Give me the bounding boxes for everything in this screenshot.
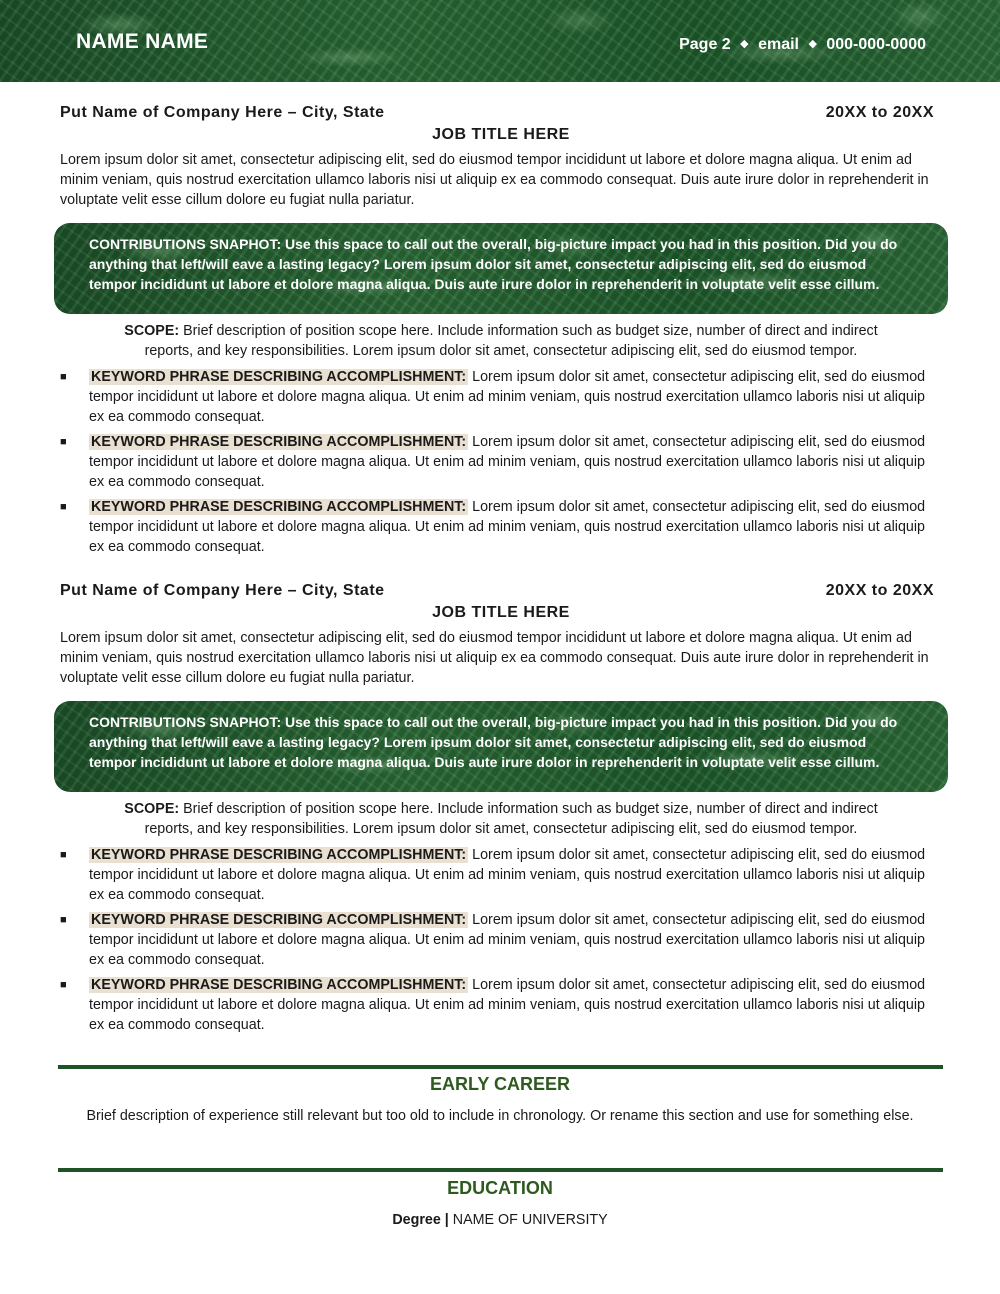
email-text: email: [758, 36, 799, 53]
accomplishment-list: [60, 367, 942, 557]
diamond-separator-icon: ◆: [808, 38, 817, 50]
square-bullet-icon: ■: [60, 849, 67, 861]
university-name: NAME OF UNIVERSITY: [452, 1212, 608, 1228]
scope-text: Brief description of position scope here. Include information such as budget size, number of direct and indirect reports, and key responsibilities. Lorem ipsum dolor sit amet, consectetur adipiscing elit, sed do eiusmod tempor.: [144, 323, 878, 359]
accomplishment-text: Lorem ipsum dolor sit amet, consectetur adipiscing elit, sed do eiusmod tempor incididunt ut labore et dolore magna aliqua. Ut enim ad minim veniam, quis nostrud exercitation ullamco laboris nisi ut aliquip ex ea commodo consequat.: [89, 912, 926, 968]
job-dates: 20XX to 20XX: [825, 582, 934, 599]
keyword-phrase: KEYWORD PHRASE DESCRIBING ACCOMPLISHMENT:: [91, 369, 467, 385]
accomplishment-list: [60, 845, 942, 1035]
job-dates: 20XX to 20XX: [825, 104, 934, 121]
keyword-phrase: KEYWORD PHRASE DESCRIBING ACCOMPLISHMENT:: [91, 847, 467, 863]
company-name: Put Name of Company Here – City, State: [60, 582, 385, 599]
scope-statement: [60, 321, 942, 361]
candidate-name: NAME NAME: [76, 30, 209, 53]
section-divider: [58, 1168, 943, 1172]
job-entry: [60, 104, 942, 562]
scope-label: SCOPE:: [124, 323, 180, 339]
contributions-snapshot: CONTRIBUTIONS SNAPHOT: Use this space to call out the overall, big-picture impact you had in this position. Did you do anything that left/will eave a lasting legacy? Lorem ipsum dolor sit amet, consectetur adipiscing elit, sed do eiusmod tempor incididunt ut labore et dolore magna aliqua. Duis aute irure dolor in reprehenderit in voluptate velit esse cillum.: [54, 223, 948, 314]
diamond-separator-icon: ◆: [740, 38, 749, 50]
job-description: Lorem ipsum dolor sit amet, consectetur adipiscing elit, sed do eiusmod tempor incididunt ut labore et dolore magna aliqua. Ut enim ad minim veniam, quis nostrud exercitation ullamco laboris nisi ut aliquip ex ea commodo consequat. Duis aute irure dolor in reprehenderit in voluptate velit esse cillum dolore eu fugiat nulla pariatur.: [60, 152, 929, 208]
job-title: JOB TITLE HERE: [432, 126, 570, 143]
job-entry: [60, 582, 942, 1040]
scope-statement: [60, 799, 942, 839]
education-heading: EDUCATION: [447, 1178, 553, 1198]
company-name: Put Name of Company Here – City, State: [60, 104, 385, 121]
education-entry: [0, 1212, 1000, 1228]
square-bullet-icon: ■: [60, 979, 67, 991]
header-contact: [679, 36, 926, 54]
job-description: Lorem ipsum dolor sit amet, consectetur adipiscing elit, sed do eiusmod tempor incididunt ut labore et dolore magna aliqua. Ut enim ad minim veniam, quis nostrud exercitation ullamco laboris nisi ut aliquip ex ea commodo consequat. Duis aute irure dolor in reprehenderit in voluptate velit esse cillum dolore eu fugiat nulla pariatur.: [60, 630, 929, 686]
scope-text: Brief description of position scope here. Include information such as budget size, number of direct and indirect reports, and key responsibilities. Lorem ipsum dolor sit amet, consectetur adipiscing elit, sed do eiusmod tempor.: [144, 801, 878, 837]
early-career-heading: EARLY CAREER: [429, 1074, 571, 1094]
accomplishment-text: Lorem ipsum dolor sit amet, consectetur adipiscing elit, sed do eiusmod tempor incididunt ut labore et dolore magna aliqua. Ut enim ad minim veniam, quis nostrud exercitation ullamco laboris nisi ut aliquip ex ea commodo consequat.: [89, 847, 926, 903]
square-bullet-icon: ■: [60, 371, 67, 383]
page-header: [0, 0, 1000, 82]
accomplishment-text: Lorem ipsum dolor sit amet, consectetur adipiscing elit, sed do eiusmod tempor incididunt ut labore et dolore magna aliqua. Ut enim ad minim veniam, quis nostrud exercitation ullamco laboris nisi ut aliquip ex ea commodo consequat.: [89, 977, 926, 1033]
accomplishment-text: Lorem ipsum dolor sit amet, consectetur adipiscing elit, sed do eiusmod tempor incididunt ut labore et dolore magna aliqua. Ut enim ad minim veniam, quis nostrud exercitation ullamco laboris nisi ut aliquip ex ea commodo consequat.: [89, 369, 926, 425]
keyword-phrase: KEYWORD PHRASE DESCRIBING ACCOMPLISHMENT:: [91, 499, 467, 515]
page-number: Page 2: [679, 36, 731, 53]
list-item: [60, 910, 942, 970]
contributions-snapshot: CONTRIBUTIONS SNAPHOT: Use this space to call out the overall, big-picture impact you had in this position. Did you do anything that left/will eave a lasting legacy? Lorem ipsum dolor sit amet, consectetur adipiscing elit, sed do eiusmod tempor incididunt ut labore et dolore magna aliqua. Duis aute irure dolor in reprehenderit in voluptate velit esse cillum.: [54, 701, 948, 792]
list-item: [60, 367, 942, 427]
list-item: [60, 845, 942, 905]
degree-text: Degree: [392, 1212, 441, 1228]
job-title: JOB TITLE HERE: [432, 604, 570, 621]
scope-label: SCOPE:: [124, 801, 180, 817]
section-divider: [58, 1065, 943, 1069]
keyword-phrase: KEYWORD PHRASE DESCRIBING ACCOMPLISHMENT:: [91, 977, 467, 993]
accomplishment-text: Lorem ipsum dolor sit amet, consectetur adipiscing elit, sed do eiusmod tempor incididunt ut labore et dolore magna aliqua. Ut enim ad minim veniam, quis nostrud exercitation ullamco laboris nisi ut aliquip ex ea commodo consequat.: [89, 434, 926, 490]
square-bullet-icon: ■: [60, 914, 67, 926]
keyword-phrase: KEYWORD PHRASE DESCRIBING ACCOMPLISHMENT:: [91, 912, 467, 928]
square-bullet-icon: ■: [60, 501, 67, 513]
degree-divider: |: [444, 1212, 449, 1228]
phone-text: 000-000-0000: [826, 36, 926, 53]
early-career-text: Brief description of experience still relevant but too old to include in chronology. Or rename this section and use for something else.: [86, 1108, 914, 1124]
accomplishment-text: Lorem ipsum dolor sit amet, consectetur adipiscing elit, sed do eiusmod tempor incididunt ut labore et dolore magna aliqua. Ut enim ad minim veniam, quis nostrud exercitation ullamco laboris nisi ut aliquip ex ea commodo consequat.: [89, 499, 926, 555]
list-item: [60, 497, 942, 557]
list-item: [60, 432, 942, 492]
list-item: [60, 975, 942, 1035]
keyword-phrase: KEYWORD PHRASE DESCRIBING ACCOMPLISHMENT:: [91, 434, 467, 450]
square-bullet-icon: ■: [60, 436, 67, 448]
